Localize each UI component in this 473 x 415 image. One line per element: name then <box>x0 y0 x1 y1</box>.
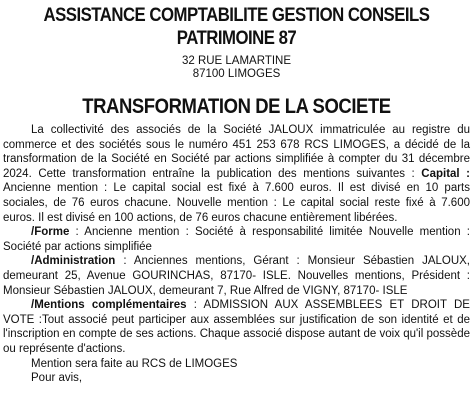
firm-name-line-1: ASSISTANCE COMPTABILITE GESTION CONSEILS <box>43 4 430 26</box>
administration-text: : Anciennes mentions, Gérant : Monsieur Sébastien JALOUX, demeurant 25, Avenue GOURINCHAS, 87170- ISLE. Nouvelles mentions, Président : Monsieur Sébastien JALOUX, demeurant 7, Rue Alfred de VIGNY, 87170- ISLE <box>3 255 471 297</box>
capital-label: Capital : <box>421 167 470 180</box>
mentions-text: : ADMISSION AUX ASSEMBLEES ET DROIT DE VOTE :Tout associé peut participer aux assemblées sur justification de son identité et de l'inscription en compte de ses actions. Chaque associé dispose autant de voix qu'il possède ou représente d'actions. <box>3 299 470 355</box>
intro-text: La collectivité des associés de la Société JALOUX immatriculée au registre du commerce et des sociétés sous le numéro 451 253 678 RCS LIMOGES, a décidé de la transformation de la Société en Société par actions simplifiée à compter du 31 décembre 2024. Cette transformation entraîne la publication des mentions suivantes : <box>3 124 470 180</box>
intro-paragraph <box>3 123 470 225</box>
firm-address <box>3 55 470 81</box>
administration-paragraph <box>3 254 470 298</box>
firm-name <box>36 4 438 50</box>
mentions-paragraph <box>3 298 470 356</box>
closing-line-rcs: Mention sera faite au RCS de LIMOGES <box>31 357 238 370</box>
firm-name-line-2: PATRIMOINE 87 <box>176 27 297 49</box>
mentions-label: /Mentions complémentaires <box>31 299 187 312</box>
administration-label: /Administration <box>31 255 116 268</box>
forme-text: : Ancienne mention : Société à responsabilité limitée Nouvelle mention : Société par actions simplifiée <box>3 226 470 253</box>
forme-paragraph <box>3 225 470 254</box>
notice-body <box>3 123 470 386</box>
capital-text: Ancienne mention : Le capital social est fixé à 7.600 euros. Il est divisé en 10 parts sociales, de 76 euros chacune. Nouvelle mention : Le capital social reste fixé à 7.600 euros. Il est divisé en 100 actions, de 76 euros chacune entièrement libérées. <box>3 182 470 224</box>
notice-header <box>3 4 470 81</box>
closing-signoff: Pour avis, <box>31 372 83 385</box>
notice-title: TRANSFORMATION DE LA SOCIETE <box>82 94 391 118</box>
address-street: 32 RUE LAMARTINE <box>181 55 292 67</box>
address-city: 87100 LIMOGES <box>192 68 281 80</box>
forme-label: /Forme <box>31 226 70 239</box>
